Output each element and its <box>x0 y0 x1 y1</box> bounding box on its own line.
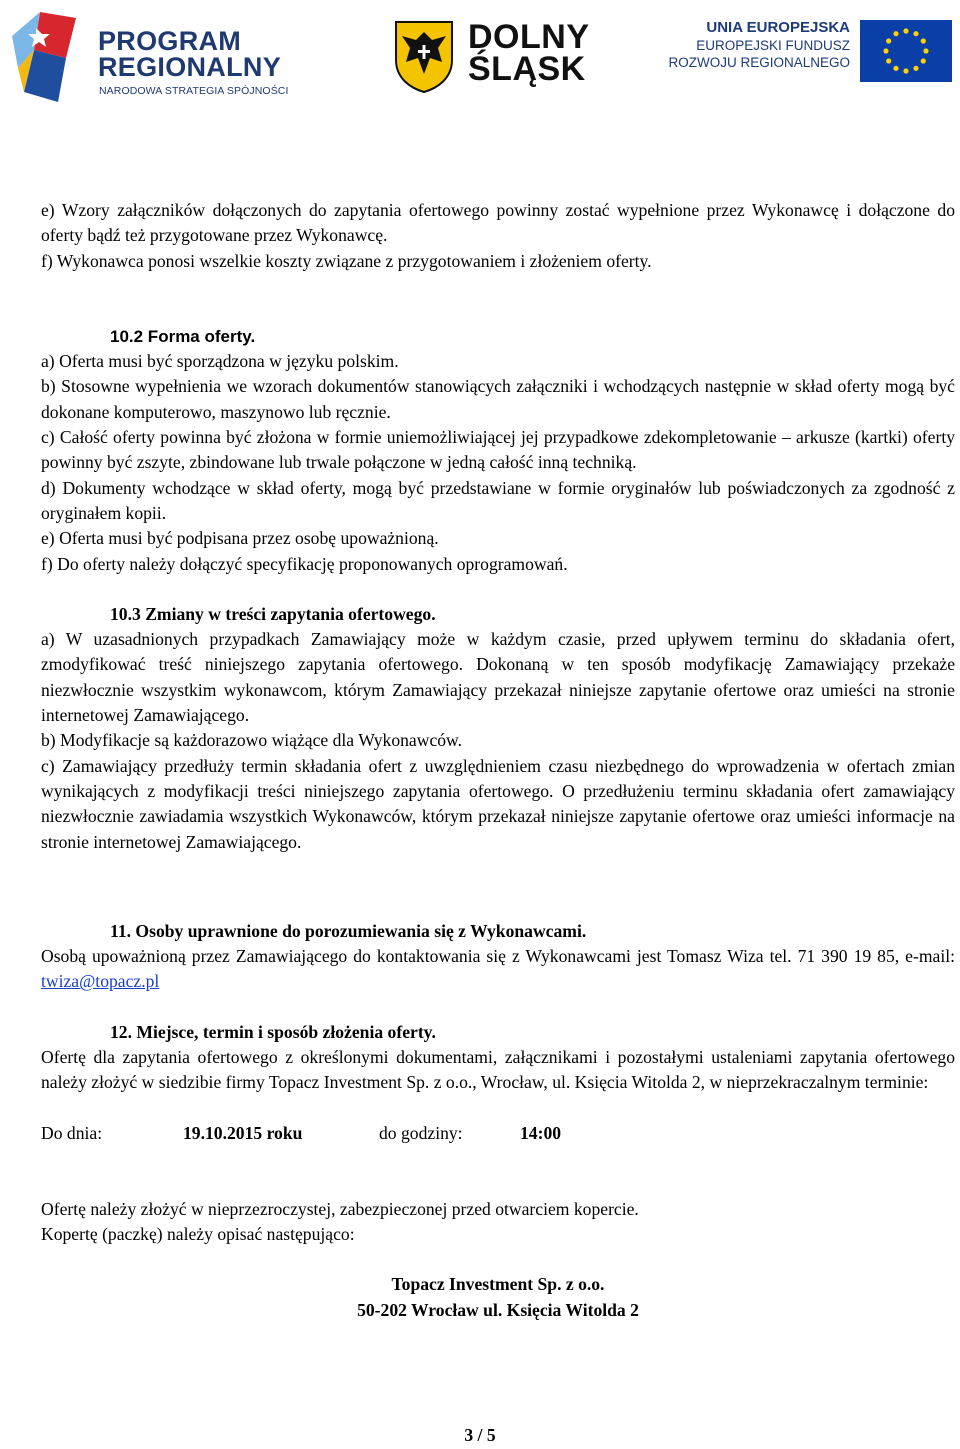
paragraph-10-2-c: c) Całość oferty powinna być złożona w formie uniemożliwiającej jej przypadkowe zdekompletowanie – arkusze (kartki) oferty powinny być zszyte, zbindowane lub trwale połączone w jedną całość inną techniką. <box>41 427 955 473</box>
program-logo-line2: REGIONALNY <box>98 52 282 82</box>
deadline-time-value: 14:00 <box>520 1122 562 1143</box>
program-logo-line3: NARODOWA STRATEGIA SPÓJNOŚCI <box>99 85 289 97</box>
eu-flag-icon <box>860 20 952 82</box>
heading-11: 11. Osoby uprawnione do porozumiewania się z Wykonawcami. <box>110 920 587 941</box>
paragraph-10-3-c: c) Zamawiający przedłuży termin składania ofert z uwzględnieniem czasu niezbędnego do wprowadzenia w ofertach zmian wynikających z modyfikacji treści niniejszego zapytania ofertowego. O przedłużeniu terminu składania ofert zamawiający niezwłocznie zawiadamia wszystkich Wykonawców, którym przekazał niniejsze zapytanie ofertowe oraz umieści informacje na stronie internetowej Zamawiającego. <box>41 755 955 852</box>
paragraph-10-1-f: f) Wykonawca ponosi wszelkie koszty związane z przygotowaniem i złożeniem oferty. <box>41 250 652 271</box>
deadline-row <box>41 1121 955 1147</box>
paragraph-10-3-a: a) W uzasadnionych przypadkach Zamawiający może w każdym czasie, przed upływem terminu do składania ofert, zmodyfikować treść niniejszego zapytania ofertowego. Dokonaną w ten sposób modyfikację Zamawiający przekaże niezwłocznie wszystkim wykonawcom, którym Zamawiający przekazał niniejsze zapytanie ofertowe oraz umieści na stronie internetowej Zamawiającego. <box>41 629 955 726</box>
deadline-time-label: do godziny: <box>379 1122 463 1143</box>
paragraph-10-3-b: b) Modyfikacje są każdorazowo wiążące dla Wykonawców. <box>41 730 463 751</box>
eu-fund-logo <box>662 16 952 86</box>
heading-12: 12. Miejsce, termin i sposób złożenia oferty. <box>110 1021 436 1042</box>
deadline-date-value: 19.10.2015 roku <box>183 1122 303 1143</box>
heading-10-3: 10.3 Zmiany w treści zapytania ofertowego. <box>110 603 436 624</box>
paragraph-12-envelope-1: Ofertę należy złożyć w nieprzezroczystej, zabezpieczonej przed otwarciem kopercie. <box>41 1198 639 1219</box>
eagle-crest-icon <box>392 18 456 94</box>
eu-logo-line3: ROZWOJU REGIONALNEGO <box>668 55 850 70</box>
paragraph-12-envelope-2: Kopertę (paczkę) należy opisać następująco: <box>41 1223 355 1244</box>
eu-text-block <box>668 18 850 71</box>
eu-logo-line1: UNIA EUROPEJSKA <box>706 19 850 36</box>
paragraph-10-2-a: a) Oferta musi być sporządzona w języku polskim. <box>41 351 399 372</box>
paragraph-11-contact <box>41 944 955 995</box>
address-line-2: 50-202 Wrocław ul. Księcia Witolda 2 <box>357 1299 639 1320</box>
program-regionalny-emblem-icon <box>6 6 96 106</box>
document-body <box>41 198 955 1323</box>
paragraph-10-2-f: f) Do oferty należy dołączyć specyfikację proponowanych oprogramowań. <box>41 553 568 574</box>
paragraph-10-2-d: d) Dokumenty wchodzące w skład oferty, mogą być przedstawiane w formie oryginałów lub poświadczonych za zgodność z oryginałem kopii. <box>41 477 955 523</box>
address-line-1: Topacz Investment Sp. z o.o. <box>391 1274 605 1295</box>
program-regionalny-logo <box>6 6 336 104</box>
heading-10-2: 10.2 Forma oferty. <box>110 326 256 346</box>
program-logo-line1: PROGRAM <box>98 26 242 56</box>
deadline-date-label: Do dnia: <box>41 1122 103 1143</box>
contact-text: Osobą upoważnioną przez Zamawiającego do kontaktowania się z Wykonawcami jest Tomasz Wiza tel. 71 390 19 85, e-mail: <box>41 946 955 967</box>
header-logos <box>0 0 960 110</box>
region-logo-line2: ŚLĄSK <box>468 50 586 88</box>
paragraph-10-1-e: e) Wzory załączników dołączonych do zapytania ofertowego powinny zostać wypełnione przez Wykonawcę i dołączone do oferty bądź też przygotowane przez Wykonawcę. <box>41 200 955 246</box>
paragraph-10-2-e: e) Oferta musi być podpisana przez osobę upoważnioną. <box>41 528 439 549</box>
paragraph-12-text: Ofertę dla zapytania ofertowego z określonymi dokumentami, załącznikami i pozostałymi ustaleniami zapytania ofertowego należy złożyć w siedzibie firmy Topacz Investment Sp. z o.o., Wrocław, ul. Księcia Witolda 2, w nieprzekraczalnym terminie: <box>41 1047 955 1093</box>
contact-email-link[interactable]: twiza@topacz.pl <box>41 971 160 992</box>
region-logo-line1: DOLNY <box>468 18 590 56</box>
paragraph-10-2-b: b) Stosowne wypełnienia we wzorach dokumentów stanowiących załączniki i wchodzących następnie w skład oferty mogą być dokonane komputerowo, maszynowo lub ręcznie. <box>41 376 955 422</box>
eu-logo-line2: EUROPEJSKI FUNDUSZ <box>696 38 850 53</box>
dolny-slask-logo <box>392 14 622 94</box>
page-number: 3 / 5 <box>464 1425 496 1445</box>
